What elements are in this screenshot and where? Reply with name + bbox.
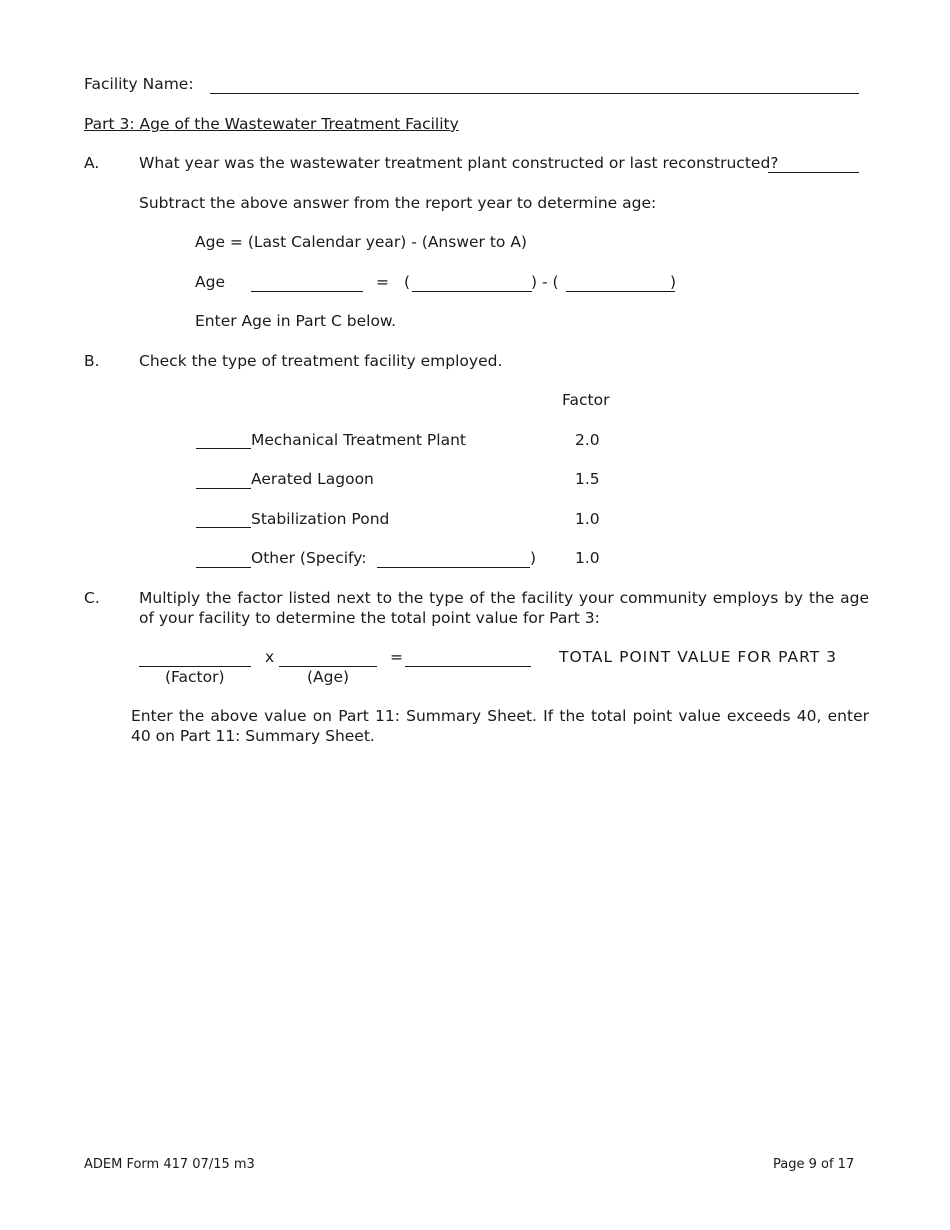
- stabilization-pond-check-field[interactable]: [196, 527, 251, 528]
- section-b-letter: B.: [84, 352, 100, 370]
- construction-year-field[interactable]: [768, 172, 859, 173]
- enter-age-instruction: Enter Age in Part C below.: [195, 312, 397, 330]
- age-equals: =: [376, 273, 389, 291]
- factor-header: Factor: [562, 391, 610, 409]
- form-id: ADEM Form 417 07/15 m3: [84, 1157, 255, 1172]
- open-paren: (: [404, 273, 411, 291]
- section-a-question: What year was the wastewater treatment plant constructed or last reconstructed?: [139, 154, 779, 172]
- section-c-instruction: Multiply the factor listed next to the type of the facility your community employs by the age of your facility to determine the total point value for Part 3:: [139, 589, 869, 627]
- times-sign: x: [265, 648, 275, 666]
- other-specify-field[interactable]: [377, 567, 530, 568]
- option-label: Mechanical Treatment Plant: [251, 431, 466, 449]
- last-calendar-year-field[interactable]: [412, 291, 532, 292]
- factor-caption: (Factor): [165, 668, 225, 686]
- page-number: Page 9 of 17: [773, 1157, 855, 1172]
- answer-to-a-field[interactable]: [566, 291, 675, 292]
- aerated-lagoon-check-field[interactable]: [196, 488, 251, 489]
- option-label: Stabilization Pond: [251, 510, 390, 528]
- age-formula: Age = (Last Calendar year) - (Answer to A): [195, 233, 527, 251]
- age-caption: (Age): [307, 668, 350, 686]
- mechanical-check-field[interactable]: [196, 448, 251, 449]
- age-label: Age: [195, 273, 225, 291]
- other-close-paren: ): [530, 549, 537, 567]
- option-factor: 1.5: [575, 470, 600, 488]
- minus-sign: ) - (: [531, 273, 559, 291]
- summary-note: Enter the above value on Part 11: Summary Sheet. If the total point value exceeds 40, enter 40 on Part 11: Summary Sheet.: [131, 707, 869, 745]
- option-label: Aerated Lagoon: [251, 470, 374, 488]
- section-c-letter: C.: [84, 589, 100, 607]
- option-factor: 1.0: [575, 549, 600, 567]
- age-result-field[interactable]: [251, 291, 363, 292]
- option-factor: 1.0: [575, 510, 600, 528]
- total-point-field[interactable]: [405, 666, 531, 667]
- facility-name-field[interactable]: [210, 93, 859, 94]
- section-b-instruction: Check the type of treatment facility employed.: [139, 352, 503, 370]
- close-paren: ): [670, 273, 677, 291]
- total-point-label: TOTAL POINT VALUE FOR PART 3: [559, 648, 838, 666]
- section-a-instruction: Subtract the above answer from the report year to determine age:: [139, 194, 657, 212]
- option-factor: 2.0: [575, 431, 600, 449]
- option-label: Other (Specify:: [251, 549, 367, 567]
- part-title: Part 3: Age of the Wastewater Treatment Facility: [84, 115, 459, 133]
- facility-name-label: Facility Name:: [84, 75, 194, 93]
- other-check-field[interactable]: [196, 567, 251, 568]
- equals-sign: =: [390, 648, 403, 666]
- section-a-letter: A.: [84, 154, 100, 172]
